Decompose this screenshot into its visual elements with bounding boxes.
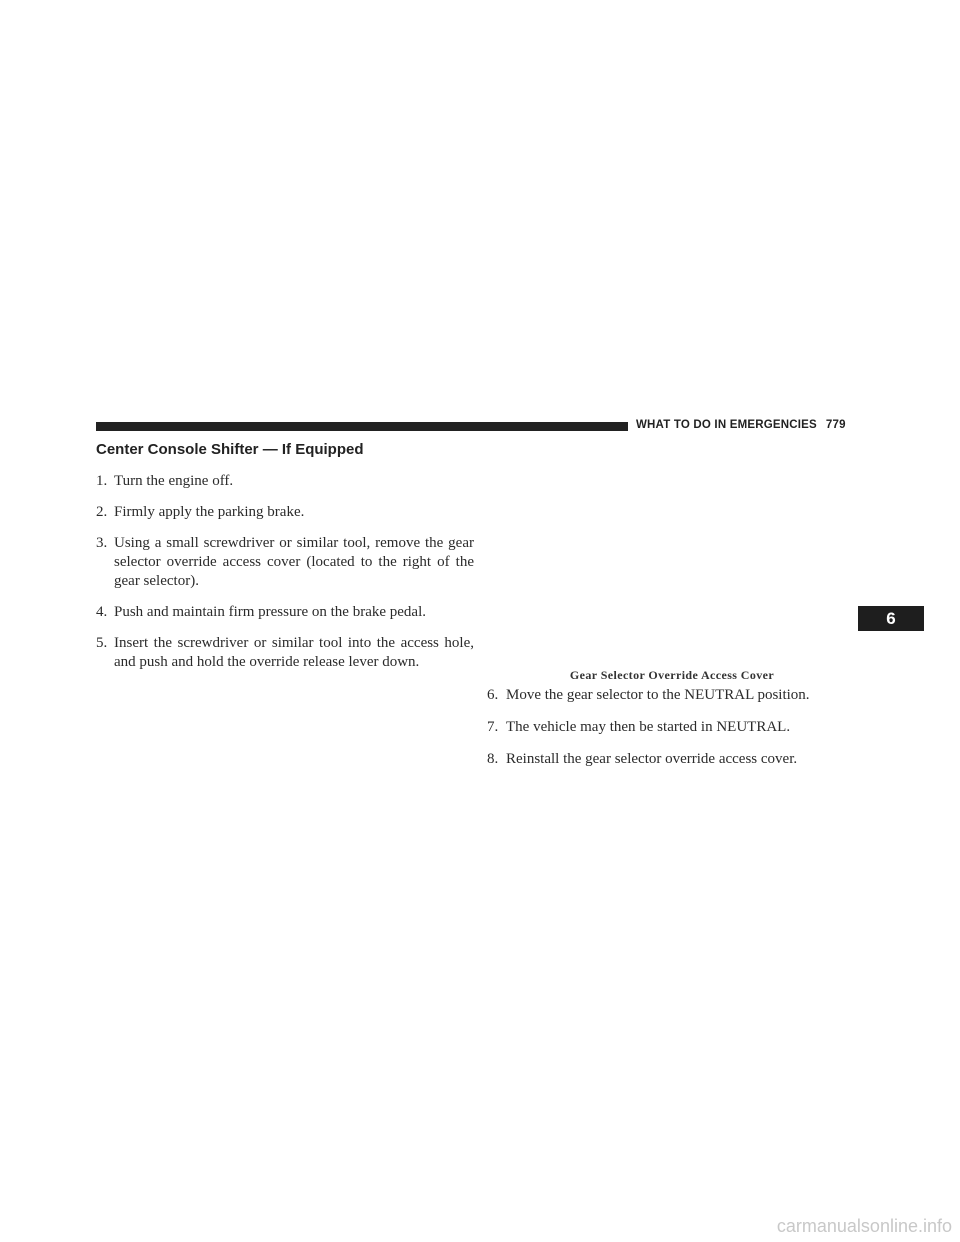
running-header [636,419,846,431]
step-number: 6. [487,687,499,703]
watermark: carmanualsonline.info [776,1216,952,1236]
step-text: The vehicle may then be started in NEUTRAL. [506,719,791,735]
step-4 [96,603,474,622]
step-text: Using a small screwdriver or similar tool, remove the gear selector override access cover (located to the right of the gear selector). [114,535,474,589]
page-number: 779 [825,419,846,431]
steps-list-left [96,472,474,684]
step-7 [487,718,859,737]
step-text: Firmly apply the parking brake. [114,504,305,520]
step-8 [487,750,859,769]
step-number: 4. [96,604,108,620]
step-text: Move the gear selector to the NEUTRAL position. [506,687,810,703]
step-number: 2. [96,504,108,520]
step-text: Reinstall the gear selector override access cover. [506,751,798,767]
steps-list-right [487,686,859,782]
step-3 [96,534,474,591]
figure-image-area [487,440,857,662]
step-text: Push and maintain firm pressure on the brake pedal. [114,604,426,620]
chapter-tab: 6 [858,606,924,631]
step-number: 5. [96,635,108,651]
step-1 [96,472,474,491]
step-text: Insert the screwdriver or similar tool into the access hole, and push and hold the override release lever down. [114,635,474,670]
header-rule [96,422,628,431]
step-number: 7. [487,719,499,735]
step-number: 1. [96,473,108,489]
step-text: Turn the engine off. [114,473,234,489]
step-2 [96,503,474,522]
header-title: WHAT TO DO IN EMERGENCIES [636,419,817,431]
step-6 [487,686,859,705]
figure-caption: Gear Selector Override Access Cover [569,668,775,682]
section-heading: Center Console Shifter — If Equipped [96,441,364,458]
step-5 [96,634,474,672]
step-number: 3. [96,535,108,551]
step-number: 8. [487,751,499,767]
